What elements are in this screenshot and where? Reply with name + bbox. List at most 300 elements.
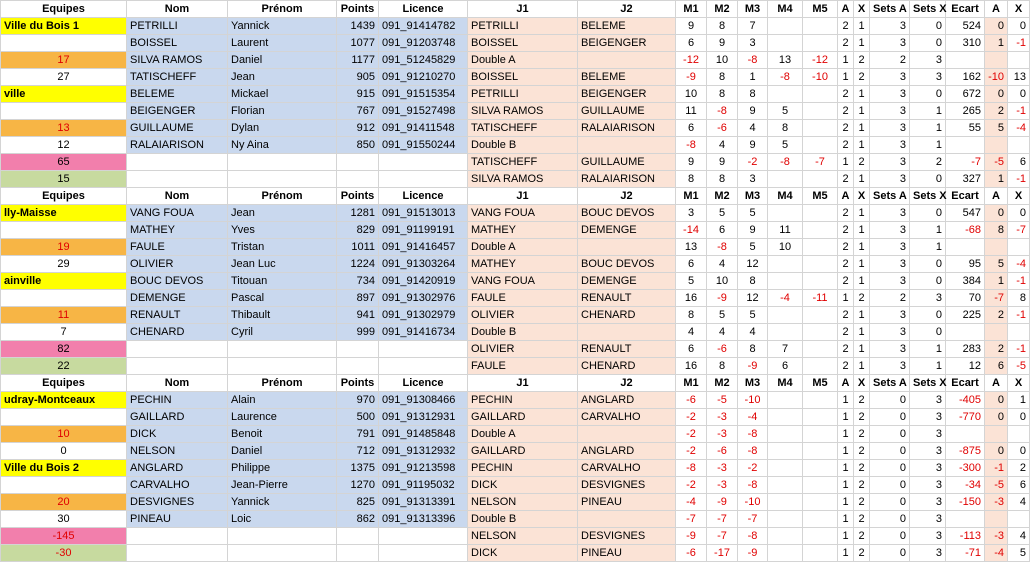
set-m2[interactable]: 5	[707, 307, 738, 324]
match-j1[interactable]: OLIVIER	[468, 341, 578, 358]
player-prenom[interactable]	[228, 545, 337, 562]
sets-a[interactable]: 3	[870, 35, 910, 52]
ecart-x[interactable]	[1008, 511, 1030, 528]
set-m3[interactable]: 8	[738, 273, 768, 290]
result-x[interactable]: 2	[854, 426, 870, 443]
team-score[interactable]: 13	[1, 120, 127, 137]
set-m2[interactable]: -6	[707, 341, 738, 358]
set-m1[interactable]: 3	[676, 205, 707, 222]
player-nom[interactable]: VANG FOUA	[127, 205, 228, 222]
player-nom[interactable]: DICK	[127, 426, 228, 443]
set-m3[interactable]: 5	[738, 239, 768, 256]
ecart-x[interactable]	[1008, 52, 1030, 69]
ecart-a[interactable]	[985, 137, 1008, 154]
match-j1[interactable]: FAULE	[468, 290, 578, 307]
ecart-x[interactable]: 8	[1008, 290, 1030, 307]
ecart-x[interactable]: -1	[1008, 171, 1030, 188]
sets-x[interactable]: 1	[910, 137, 946, 154]
set-m1[interactable]: 8	[676, 171, 707, 188]
set-m5[interactable]	[803, 222, 838, 239]
result-x[interactable]: 1	[854, 18, 870, 35]
set-m2[interactable]: 8	[707, 358, 738, 375]
set-m1[interactable]: 4	[676, 324, 707, 341]
match-j2[interactable]: DESVIGNES	[578, 477, 676, 494]
player-prenom[interactable]: Yves	[228, 222, 337, 239]
ecart-x[interactable]: -4	[1008, 120, 1030, 137]
match-j1[interactable]: DICK	[468, 545, 578, 562]
result-a[interactable]: 2	[838, 35, 854, 52]
sets-a[interactable]: 3	[870, 256, 910, 273]
result-a[interactable]: 2	[838, 273, 854, 290]
player-prenom[interactable]: Florian	[228, 103, 337, 120]
player-prenom[interactable]: Mickael	[228, 86, 337, 103]
player-nom[interactable]: BOUC DEVOS	[127, 273, 228, 290]
match-j2[interactable]: ANGLARD	[578, 443, 676, 460]
player-nom[interactable]: TATISCHEFF	[127, 69, 228, 86]
sets-x[interactable]: 1	[910, 103, 946, 120]
ecart-a[interactable]: -1	[985, 460, 1008, 477]
ecart-a[interactable]: 1	[985, 273, 1008, 290]
set-m4[interactable]: 8	[768, 120, 803, 137]
set-m5[interactable]	[803, 35, 838, 52]
team-score[interactable]	[1, 477, 127, 494]
result-a[interactable]: 1	[838, 426, 854, 443]
result-a[interactable]: 1	[838, 511, 854, 528]
sets-a[interactable]: 2	[870, 290, 910, 307]
sets-x[interactable]: 2	[910, 154, 946, 171]
ecart-a[interactable]: 0	[985, 18, 1008, 35]
set-m5[interactable]	[803, 120, 838, 137]
player-prenom[interactable]: Jean Luc	[228, 256, 337, 273]
set-m2[interactable]: -6	[707, 443, 738, 460]
set-m1[interactable]: -12	[676, 52, 707, 69]
player-nom[interactable]: BELEME	[127, 86, 228, 103]
result-a[interactable]: 2	[838, 256, 854, 273]
player-prenom[interactable]: Cyril	[228, 324, 337, 341]
team-score[interactable]: 10	[1, 426, 127, 443]
player-nom[interactable]: OLIVIER	[127, 256, 228, 273]
result-x[interactable]: 2	[854, 511, 870, 528]
sets-x[interactable]: 0	[910, 18, 946, 35]
player-licence[interactable]: 091_51245829	[379, 52, 468, 69]
result-a[interactable]: 2	[838, 358, 854, 375]
ecart[interactable]: -7	[946, 154, 985, 171]
set-m2[interactable]: 8	[707, 18, 738, 35]
result-a[interactable]: 1	[838, 545, 854, 562]
ecart-x[interactable]	[1008, 426, 1030, 443]
team-name[interactable]: Ville du Bois 1	[1, 18, 127, 35]
set-m4[interactable]	[768, 443, 803, 460]
ecart-x[interactable]: 0	[1008, 443, 1030, 460]
ecart[interactable]: 55	[946, 120, 985, 137]
ecart-a[interactable]: 5	[985, 256, 1008, 273]
result-a[interactable]: 1	[838, 290, 854, 307]
match-j1[interactable]: FAULE	[468, 358, 578, 375]
sets-x[interactable]: 1	[910, 341, 946, 358]
player-nom[interactable]: DEMENGE	[127, 290, 228, 307]
match-j1[interactable]: NELSON	[468, 528, 578, 545]
ecart-x[interactable]: 1	[1008, 392, 1030, 409]
player-points[interactable]: 1077	[337, 35, 379, 52]
sets-x[interactable]: 3	[910, 52, 946, 69]
player-prenom[interactable]: Laurence	[228, 409, 337, 426]
result-a[interactable]: 2	[838, 103, 854, 120]
set-m4[interactable]	[768, 324, 803, 341]
set-m4[interactable]	[768, 86, 803, 103]
player-points[interactable]: 850	[337, 137, 379, 154]
team-score[interactable]: 0	[1, 443, 127, 460]
ecart[interactable]: -68	[946, 222, 985, 239]
set-m5[interactable]	[803, 409, 838, 426]
set-m3[interactable]: 9	[738, 103, 768, 120]
match-j2[interactable]: ANGLARD	[578, 392, 676, 409]
sets-x[interactable]: 3	[910, 511, 946, 528]
ecart-a[interactable]: -5	[985, 154, 1008, 171]
result-x[interactable]: 1	[854, 358, 870, 375]
set-m5[interactable]	[803, 256, 838, 273]
player-points[interactable]	[337, 341, 379, 358]
set-m5[interactable]	[803, 426, 838, 443]
ecart[interactable]: -113	[946, 528, 985, 545]
result-x[interactable]: 1	[854, 120, 870, 137]
result-x[interactable]: 1	[854, 256, 870, 273]
player-licence[interactable]: 091_91195032	[379, 477, 468, 494]
set-m1[interactable]: 11	[676, 103, 707, 120]
ecart-a[interactable]: 1	[985, 171, 1008, 188]
sets-a[interactable]: 0	[870, 426, 910, 443]
set-m4[interactable]: -8	[768, 69, 803, 86]
player-nom[interactable]	[127, 528, 228, 545]
set-m3[interactable]: -8	[738, 528, 768, 545]
player-licence[interactable]: 091_91210270	[379, 69, 468, 86]
result-a[interactable]: 2	[838, 137, 854, 154]
player-nom[interactable]: NELSON	[127, 443, 228, 460]
ecart-a[interactable]: 6	[985, 358, 1008, 375]
set-m2[interactable]: -3	[707, 460, 738, 477]
sets-x[interactable]: 1	[910, 358, 946, 375]
ecart-a[interactable]: 1	[985, 35, 1008, 52]
match-j2[interactable]: PINEAU	[578, 494, 676, 511]
team-score[interactable]: 17	[1, 52, 127, 69]
team-score[interactable]	[1, 290, 127, 307]
set-m3[interactable]: 12	[738, 290, 768, 307]
set-m3[interactable]: -2	[738, 154, 768, 171]
result-a[interactable]: 1	[838, 154, 854, 171]
player-nom[interactable]: RALAIARISON	[127, 137, 228, 154]
result-a[interactable]: 2	[838, 86, 854, 103]
team-name[interactable]: lly-Maisse	[1, 205, 127, 222]
player-prenom[interactable]: Yannick	[228, 18, 337, 35]
team-score[interactable]: -145	[1, 528, 127, 545]
player-licence[interactable]	[379, 171, 468, 188]
player-licence[interactable]: 091_91485848	[379, 426, 468, 443]
set-m4[interactable]	[768, 307, 803, 324]
set-m4[interactable]	[768, 392, 803, 409]
set-m5[interactable]	[803, 273, 838, 290]
ecart-a[interactable]: 5	[985, 120, 1008, 137]
player-licence[interactable]: 091_91515354	[379, 86, 468, 103]
team-score[interactable]: 7	[1, 324, 127, 341]
ecart[interactable]	[946, 426, 985, 443]
set-m4[interactable]: 5	[768, 137, 803, 154]
team-score[interactable]	[1, 409, 127, 426]
set-m3[interactable]: 3	[738, 35, 768, 52]
set-m2[interactable]: 9	[707, 154, 738, 171]
set-m1[interactable]: -9	[676, 528, 707, 545]
set-m2[interactable]: -3	[707, 426, 738, 443]
set-m3[interactable]: -10	[738, 494, 768, 511]
set-m5[interactable]	[803, 511, 838, 528]
match-j1[interactable]: TATISCHEFF	[468, 154, 578, 171]
ecart[interactable]: 70	[946, 290, 985, 307]
player-nom[interactable]: BEIGENGER	[127, 103, 228, 120]
set-m2[interactable]: 8	[707, 86, 738, 103]
set-m4[interactable]	[768, 477, 803, 494]
set-m4[interactable]	[768, 256, 803, 273]
player-nom[interactable]: ANGLARD	[127, 460, 228, 477]
result-x[interactable]: 2	[854, 409, 870, 426]
player-nom[interactable]: SILVA RAMOS	[127, 52, 228, 69]
sets-x[interactable]: 3	[910, 290, 946, 307]
ecart-x[interactable]: 0	[1008, 205, 1030, 222]
team-name[interactable]: Ville du Bois 2	[1, 460, 127, 477]
player-prenom[interactable]: Loic	[228, 511, 337, 528]
result-a[interactable]: 2	[838, 18, 854, 35]
sets-a[interactable]: 3	[870, 273, 910, 290]
player-points[interactable]: 1224	[337, 256, 379, 273]
result-x[interactable]: 1	[854, 222, 870, 239]
set-m3[interactable]: 7	[738, 18, 768, 35]
player-licence[interactable]: 091_91550244	[379, 137, 468, 154]
match-j2[interactable]: CARVALHO	[578, 409, 676, 426]
player-prenom[interactable]: Tristan	[228, 239, 337, 256]
set-m3[interactable]: -10	[738, 392, 768, 409]
set-m4[interactable]	[768, 35, 803, 52]
set-m5[interactable]	[803, 528, 838, 545]
match-j1[interactable]: MATHEY	[468, 222, 578, 239]
match-j1[interactable]: DICK	[468, 477, 578, 494]
player-points[interactable]: 941	[337, 307, 379, 324]
player-prenom[interactable]: Daniel	[228, 443, 337, 460]
set-m1[interactable]: 9	[676, 18, 707, 35]
sets-a[interactable]: 3	[870, 137, 910, 154]
team-score[interactable]: 11	[1, 307, 127, 324]
set-m5[interactable]	[803, 307, 838, 324]
player-licence[interactable]: 091_91213598	[379, 460, 468, 477]
set-m5[interactable]	[803, 205, 838, 222]
match-j1[interactable]: Double A	[468, 239, 578, 256]
ecart-x[interactable]: 13	[1008, 69, 1030, 86]
sets-x[interactable]: 3	[910, 392, 946, 409]
player-nom[interactable]	[127, 545, 228, 562]
team-score[interactable]: 82	[1, 341, 127, 358]
set-m1[interactable]: -4	[676, 494, 707, 511]
ecart-a[interactable]: 2	[985, 307, 1008, 324]
match-j2[interactable]	[578, 426, 676, 443]
result-x[interactable]: 2	[854, 52, 870, 69]
player-licence[interactable]: 091_91303264	[379, 256, 468, 273]
set-m3[interactable]: 9	[738, 137, 768, 154]
team-score[interactable]: 19	[1, 239, 127, 256]
player-prenom[interactable]: Thibault	[228, 307, 337, 324]
ecart[interactable]	[946, 239, 985, 256]
player-nom[interactable]	[127, 171, 228, 188]
set-m3[interactable]: -7	[738, 511, 768, 528]
sets-x[interactable]: 0	[910, 171, 946, 188]
ecart[interactable]: 162	[946, 69, 985, 86]
team-score[interactable]: 15	[1, 171, 127, 188]
ecart[interactable]: -770	[946, 409, 985, 426]
set-m1[interactable]: 6	[676, 35, 707, 52]
ecart[interactable]: 310	[946, 35, 985, 52]
set-m2[interactable]: -8	[707, 239, 738, 256]
set-m1[interactable]: -2	[676, 443, 707, 460]
player-nom[interactable]	[127, 341, 228, 358]
match-j2[interactable]: GUILLAUME	[578, 103, 676, 120]
sets-x[interactable]: 1	[910, 239, 946, 256]
set-m1[interactable]: -9	[676, 69, 707, 86]
sets-a[interactable]: 0	[870, 409, 910, 426]
sets-a[interactable]: 3	[870, 69, 910, 86]
player-prenom[interactable]: Pascal	[228, 290, 337, 307]
set-m1[interactable]: -2	[676, 426, 707, 443]
player-prenom[interactable]: Ny Aina	[228, 137, 337, 154]
ecart[interactable]: -875	[946, 443, 985, 460]
set-m5[interactable]	[803, 443, 838, 460]
player-points[interactable]: 862	[337, 511, 379, 528]
player-prenom[interactable]: Benoit	[228, 426, 337, 443]
sets-x[interactable]: 3	[910, 545, 946, 562]
player-licence[interactable]	[379, 341, 468, 358]
sets-a[interactable]: 3	[870, 120, 910, 137]
ecart-x[interactable]: 4	[1008, 528, 1030, 545]
result-a[interactable]: 2	[838, 341, 854, 358]
set-m3[interactable]: 9	[738, 222, 768, 239]
set-m4[interactable]: -4	[768, 290, 803, 307]
result-a[interactable]: 1	[838, 460, 854, 477]
ecart[interactable]: 265	[946, 103, 985, 120]
match-j2[interactable]: CHENARD	[578, 358, 676, 375]
set-m1[interactable]: 9	[676, 154, 707, 171]
player-points[interactable]: 912	[337, 120, 379, 137]
set-m1[interactable]: -7	[676, 511, 707, 528]
match-j2[interactable]: DESVIGNES	[578, 528, 676, 545]
set-m2[interactable]: 9	[707, 35, 738, 52]
player-licence[interactable]	[379, 154, 468, 171]
match-j1[interactable]: TATISCHEFF	[468, 120, 578, 137]
set-m2[interactable]: 8	[707, 171, 738, 188]
set-m5[interactable]: -12	[803, 52, 838, 69]
player-prenom[interactable]: Jean	[228, 205, 337, 222]
player-points[interactable]: 905	[337, 69, 379, 86]
ecart[interactable]	[946, 137, 985, 154]
team-name[interactable]: ville	[1, 86, 127, 103]
match-j1[interactable]: MATHEY	[468, 256, 578, 273]
set-m4[interactable]: 11	[768, 222, 803, 239]
ecart-x[interactable]: 0	[1008, 86, 1030, 103]
player-nom[interactable]: PETRILLI	[127, 18, 228, 35]
ecart-x[interactable]: 6	[1008, 154, 1030, 171]
player-prenom[interactable]	[228, 171, 337, 188]
match-j2[interactable]: CARVALHO	[578, 460, 676, 477]
sets-a[interactable]: 3	[870, 324, 910, 341]
set-m1[interactable]: -14	[676, 222, 707, 239]
ecart-a[interactable]: 0	[985, 392, 1008, 409]
result-x[interactable]: 1	[854, 239, 870, 256]
match-j2[interactable]: DEMENGE	[578, 222, 676, 239]
match-j1[interactable]: OLIVIER	[468, 307, 578, 324]
set-m4[interactable]	[768, 171, 803, 188]
set-m3[interactable]: 8	[738, 86, 768, 103]
set-m4[interactable]	[768, 409, 803, 426]
team-score[interactable]: 30	[1, 511, 127, 528]
player-licence[interactable]: 091_91312932	[379, 443, 468, 460]
player-nom[interactable]: RENAULT	[127, 307, 228, 324]
sets-a[interactable]: 3	[870, 358, 910, 375]
set-m3[interactable]: 12	[738, 256, 768, 273]
sets-a[interactable]: 0	[870, 545, 910, 562]
sets-a[interactable]: 3	[870, 171, 910, 188]
ecart-a[interactable]: -3	[985, 494, 1008, 511]
sets-a[interactable]: 0	[870, 477, 910, 494]
ecart-a[interactable]	[985, 324, 1008, 341]
result-x[interactable]: 2	[854, 154, 870, 171]
result-x[interactable]: 1	[854, 171, 870, 188]
sets-x[interactable]: 0	[910, 205, 946, 222]
match-j1[interactable]: Double B	[468, 511, 578, 528]
result-a[interactable]: 1	[838, 69, 854, 86]
player-points[interactable]: 825	[337, 494, 379, 511]
ecart-x[interactable]: -7	[1008, 222, 1030, 239]
set-m3[interactable]: 1	[738, 69, 768, 86]
sets-x[interactable]: 0	[910, 324, 946, 341]
sets-a[interactable]: 3	[870, 18, 910, 35]
ecart[interactable]: 95	[946, 256, 985, 273]
set-m2[interactable]: -5	[707, 392, 738, 409]
ecart-a[interactable]	[985, 52, 1008, 69]
player-licence[interactable]	[379, 358, 468, 375]
team-score[interactable]: 22	[1, 358, 127, 375]
player-points[interactable]: 829	[337, 222, 379, 239]
match-j1[interactable]: PETRILLI	[468, 18, 578, 35]
set-m4[interactable]	[768, 528, 803, 545]
set-m5[interactable]	[803, 86, 838, 103]
match-j1[interactable]: PECHIN	[468, 460, 578, 477]
player-nom[interactable]: BOISSEL	[127, 35, 228, 52]
team-score[interactable]	[1, 222, 127, 239]
player-prenom[interactable]	[228, 341, 337, 358]
sets-a[interactable]: 0	[870, 392, 910, 409]
sets-x[interactable]: 3	[910, 443, 946, 460]
player-licence[interactable]: 091_91308466	[379, 392, 468, 409]
match-j2[interactable]	[578, 52, 676, 69]
player-licence[interactable]: 091_91414782	[379, 18, 468, 35]
player-licence[interactable]: 091_91527498	[379, 103, 468, 120]
player-licence[interactable]: 091_91302976	[379, 290, 468, 307]
result-x[interactable]: 2	[854, 545, 870, 562]
set-m2[interactable]: 5	[707, 205, 738, 222]
match-j1[interactable]: SILVA RAMOS	[468, 103, 578, 120]
sets-x[interactable]: 0	[910, 256, 946, 273]
ecart-x[interactable]: 0	[1008, 18, 1030, 35]
ecart-x[interactable]: 6	[1008, 477, 1030, 494]
match-j1[interactable]: GAILLARD	[468, 409, 578, 426]
match-j1[interactable]: Double B	[468, 324, 578, 341]
match-j2[interactable]: RENAULT	[578, 341, 676, 358]
ecart[interactable]: 327	[946, 171, 985, 188]
result-x[interactable]: 2	[854, 528, 870, 545]
player-nom[interactable]: FAULE	[127, 239, 228, 256]
